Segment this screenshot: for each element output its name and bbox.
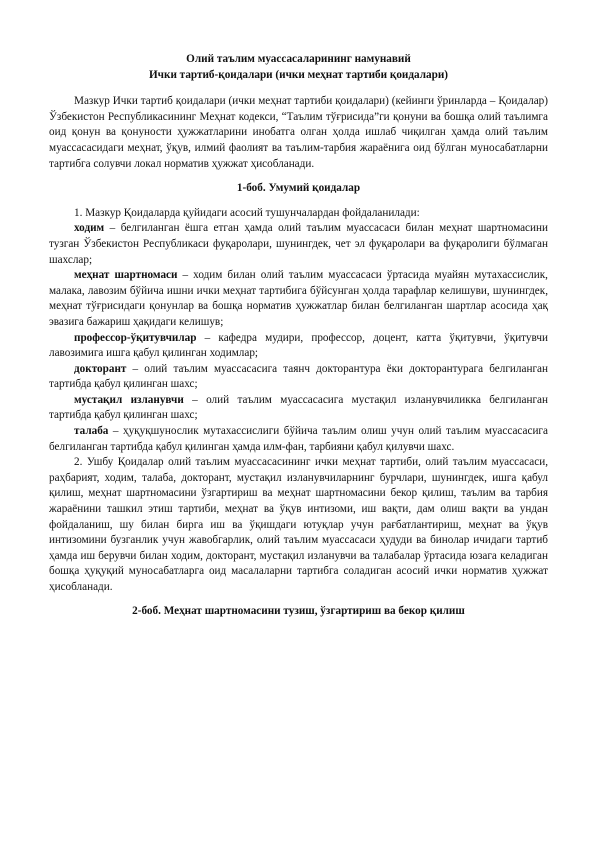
chapter1-heading: 1-боб. Умумий қоидалар [236,182,361,195]
paragraph-1: 1. Мазкур Қоидаларда қуйидаги асосий тушунчалардан фойдаланилади: [74,206,420,219]
paragraph-2: 2. Ушбу Қоидалар олий таълим муассасасининг ички меҳнат тартиби, олий таълим муассасаси, раҳбарият, ходим, талаба, докторант, мустақил изланувчиларнинг бурчлари, шунингдек, ишга қабул қилиш, меҳнат шартномасини ўзгартириш ва меҳнат шартномасини бекор қилиш, таълим ва тарбия жараёнини ташкил этиш тартиби, меҳнат ва ўқув интизоми, иш вақти, дам олиш вақти ва ундан фойдаланиш, шу билан бирга иш ва ўқишдаги ютуқлар учун рағбатлантириш, меҳнат ва ўқув интизомини бузганлик учун жавобгарлик, олий таълим муассасаси ҳудуди ва бинолар ичидаги тартиб ҳамда иш берувчи билан ходим, докторант, мустақил изланувчи ва талабалар ўртасида юзага келадиган бошқа ҳуқуқий муносабатларга оид масалаларни тартибга соладиган асосий ички норматив ҳужжат ҳисобланади. [49,456,548,593]
term-doktorant: докторант [74,362,127,375]
definition-mehnat-text: – ходим билан олий таълим муассасаси ўртасида муайян мутахассислик, малака, лавозим бўйича ишни ички меҳнат тартибига бўйсунган ҳолда тарафлар келишуви, шунингдек, меҳнат тўғрисидаги қонунлар ва бошқа норматив ҳужжатлар билан белгиланган шартлар асосида ҳақ эвазига бажариш ҳақидаги келишув; [49,269,548,328]
definition-khodim [49,221,548,268]
document-title-line2: Ички тартиб-қоидалари (ички меҳнат тартиби қоидалари) [148,68,448,81]
term-khodim: ходим [74,222,105,235]
definition-prof-text: – кафедра мудири, профессор, доцент, катта ўқитувчи, ўқитувчи лавозимига ишга қабул қилинган ходимлар; [49,331,548,360]
chapter2-heading: 2-боб. Меҳнат шартномасини тузиш, ўзгартириш ва бекор қилиш [132,604,465,617]
term-mehnat: меҳнат шартномаси [74,269,178,282]
definition-mehnat [49,268,548,330]
definition-talaba [49,424,548,455]
definition-prof [49,331,548,362]
definition-khodim-text: – белгиланган ёшга етган ҳамда олий таълим муассасаси билан меҳнат шартномасини тузган Ўзбекистон Республикаси фуқаролари, шунингдек, чет эл фуқаролари ва фуқаролиги бўлмаган шахслар; [49,222,548,266]
definition-doktorant-text: – олий таълим муассасасига таянч докторантура ёки докторантурага белгиланган тартибда қабул қилинган шахс; [49,362,548,391]
definition-doktorant [49,362,548,393]
definition-mustaqil [49,393,548,424]
term-talaba: талаба [74,425,109,438]
definition-talaba-text: – ҳуқуқшунослик мутахассислиги бўйича таълим олиш учун олий таълим муассасасига белгиланган тартибда қабул қилинган ҳамда илм-фан, тарбияни қабул қилувчи шахс. [49,425,548,453]
term-prof: профессор-ўқитувчилар [74,331,197,344]
intro-paragraph: Мазкур Ички тартиб қоидалари (ички меҳнат тартиби қоидалари) (кейинги ўринларда – Қоидалар) Ўзбекистон Республикасининг Меҳнат кодекси, “Таълим тўғрисида”ги қонуни ва бошқа олий таълимга оид қонун ва қонуности ҳужжатларини инобатга олган ҳолда ишлаб чиқилган ҳамда олий таълим муассасасидаги меҳнат, ўқув, илмий фаолият ва таълим-тарбия жараёнига оид бўлган муносабатларни тартибга солувчи локал норматив ҳужжат ҳисобланади. [49,95,548,170]
definition-mustaqil-text: – олий таълим муассасасига мустақил изланувчиликка белгиланган тартибда қабул қилинган шахс; [49,393,549,422]
document-title-line1: Олий таълим муассасаларининг намунавий [186,53,411,65]
term-mustaqil: мустақил изланувчи [74,393,184,406]
